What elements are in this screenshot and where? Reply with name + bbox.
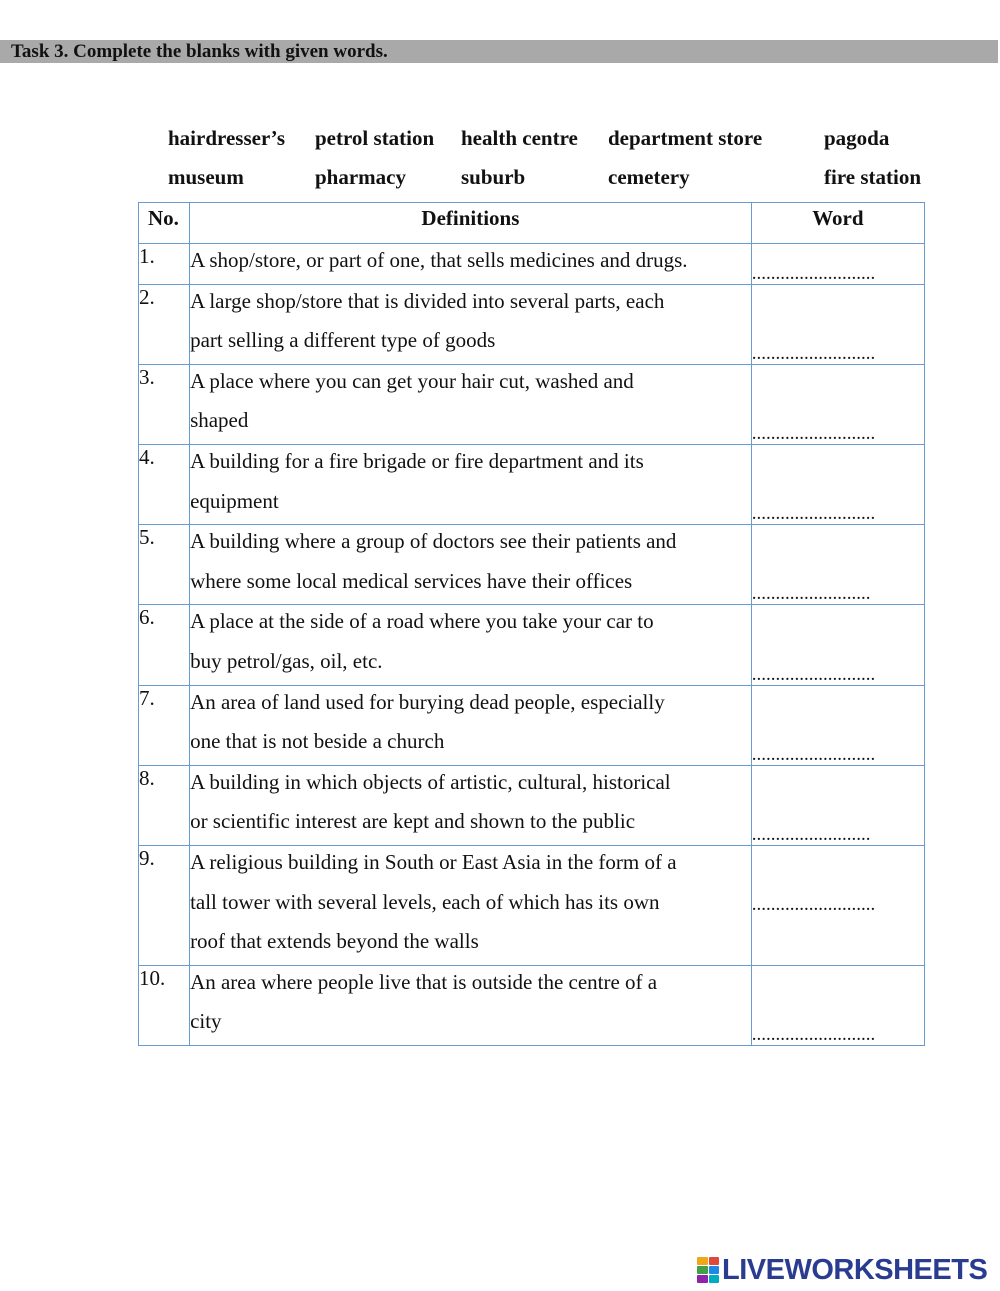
word-bank-item: cemetery: [608, 165, 690, 189]
header-no: No.: [139, 203, 190, 244]
row-definition: [190, 364, 752, 444]
row-number: 4.: [139, 444, 190, 524]
definition-line: An area where people live that is outside the centre of a: [190, 969, 658, 994]
table-row: [139, 845, 925, 965]
definition-line: part selling a different type of goods: [190, 328, 496, 353]
row-definition: [190, 965, 752, 1045]
table-row: [139, 444, 925, 524]
logo-square: [697, 1257, 708, 1265]
definition-line: buy petrol/gas, oil, etc.: [190, 648, 383, 673]
word-bank-item: health centre: [461, 126, 578, 150]
liveworksheets-logo-icon: [697, 1257, 719, 1283]
word-bank-item: pagoda: [824, 126, 890, 150]
definition-line: where some local medical services have their offices: [190, 568, 633, 593]
definition-line: roof that extends beyond the walls: [190, 929, 479, 954]
row-number: 5.: [139, 525, 190, 605]
definition-line: A building in which objects of artistic, cultural, historical: [190, 769, 671, 794]
answer-blank[interactable]: ..........................: [751, 685, 924, 765]
answer-blank[interactable]: .........................: [751, 525, 924, 605]
answer-blank[interactable]: ..........................: [751, 364, 924, 444]
answer-blank[interactable]: ..........................: [751, 605, 924, 685]
answer-blank[interactable]: ..........................: [751, 284, 924, 364]
word-bank-item: petrol station: [315, 126, 435, 150]
row-definition: [190, 244, 752, 285]
table-row: [139, 244, 925, 285]
row-number: 1.: [139, 244, 190, 285]
definition-line: tall tower with several levels, each of which has its own: [190, 889, 660, 914]
row-number: 3.: [139, 364, 190, 444]
row-definition: [190, 765, 752, 845]
row-definition: [190, 284, 752, 364]
table-header-row: [139, 203, 925, 244]
table-row: [139, 605, 925, 685]
row-number: 2.: [139, 284, 190, 364]
logo-square: [697, 1275, 708, 1283]
definition-line: A building for a fire brigade or fire department and its: [190, 448, 644, 473]
table-row: [139, 364, 925, 444]
answer-blank[interactable]: ..........................: [751, 444, 924, 524]
row-definition: [190, 605, 752, 685]
logo-square: [709, 1266, 720, 1274]
definitions-table: [138, 202, 925, 1046]
definition-line: An area of land used for burying dead people, especially: [190, 689, 665, 714]
row-definition: [190, 525, 752, 605]
word-bank-item: museum: [168, 165, 244, 189]
definition-line: A place at the side of a road where you take your car to: [190, 609, 654, 634]
row-number: 7.: [139, 685, 190, 765]
task-header-bar: [0, 40, 998, 63]
definition-line: or scientific interest are kept and shown to the public: [190, 809, 636, 834]
task-title: Task 3. Complete the blanks with given words.: [11, 41, 388, 62]
definition-line: A large shop/store that is divided into several parts, each: [190, 288, 665, 313]
word-bank-item: fire station: [824, 165, 922, 189]
logo-square: [697, 1266, 708, 1274]
row-number: 8.: [139, 765, 190, 845]
table-body: [139, 244, 925, 1046]
answer-blank[interactable]: .........................: [751, 765, 924, 845]
table-row: [139, 685, 925, 765]
definition-line: A place where you can get your hair cut, washed and: [190, 368, 634, 393]
word-bank-item: hairdresser’s: [168, 126, 286, 150]
definition-line: A religious building in South or East Asia in the form of a: [190, 849, 677, 874]
row-number: 6.: [139, 605, 190, 685]
definition-line: city: [190, 1009, 222, 1034]
definition-line: equipment: [190, 488, 279, 513]
answer-blank[interactable]: ..........................: [751, 965, 924, 1045]
definition-line: A shop/store, or part of one, that sells medicines and drugs.: [190, 248, 688, 272]
word-bank-item: suburb: [461, 165, 526, 189]
row-number: 9.: [139, 845, 190, 965]
header-word: Word: [751, 203, 924, 244]
answer-blank[interactable]: ..........................: [751, 244, 924, 285]
definition-line: one that is not beside a church: [190, 729, 445, 754]
table-row: [139, 284, 925, 364]
logo-square: [709, 1275, 720, 1283]
logo-square: [709, 1257, 720, 1265]
definition-line: shaped: [190, 408, 249, 433]
word-bank-item: pharmacy: [315, 165, 406, 189]
header-definitions: Definitions: [190, 203, 752, 244]
row-definition: [190, 685, 752, 765]
word-bank-item: department store: [608, 126, 763, 150]
definition-line: A building where a group of doctors see their patients and: [190, 529, 677, 554]
table-row: [139, 765, 925, 845]
answer-blank[interactable]: ..........................: [751, 845, 924, 965]
row-number: 10.: [139, 965, 190, 1045]
row-definition: [190, 444, 752, 524]
table-row: [139, 965, 925, 1045]
liveworksheets-logo: [697, 1255, 987, 1285]
logo-text: LIVEWORKSHEETS: [722, 1254, 988, 1286]
table-row: [139, 525, 925, 605]
row-definition: [190, 845, 752, 965]
